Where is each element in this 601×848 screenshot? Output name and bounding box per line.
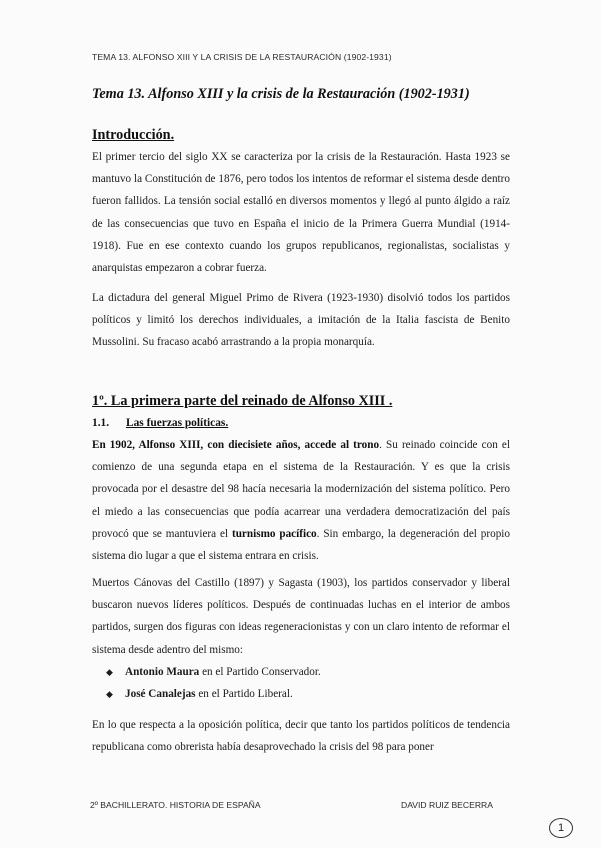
document-title: Tema 13. Alfonso XIII y la crisis de la Restauración (1902-1931) [92, 86, 470, 102]
subsection-number: 1.1. [92, 417, 110, 429]
page-number: 1 [549, 818, 573, 838]
running-header: TEMA 13. ALFONSO XIII Y LA CRISIS DE LA RESTAURACIÓN (1902-1931) [92, 52, 392, 62]
section-1-paragraph-1 [92, 434, 510, 567]
diamond-bullet-icon: ◆ [106, 667, 113, 677]
subsection-heading [92, 417, 228, 429]
leader-name: Antonio Maura [125, 666, 200, 678]
accession-highlight: En 1902, Alfonso XIII, con diecisiete años, accede al trono [92, 439, 380, 451]
list-item [106, 661, 321, 683]
turnismo-highlight: turnismo pacífico [231, 527, 317, 540]
subsection-title: Las fuerzas políticas. [126, 417, 229, 429]
footer-course: 2º BACHILLERATO. HISTORIA DE ESPAÑA [90, 800, 261, 810]
leader-party: en el Partido Liberal. [195, 688, 293, 701]
intro-paragraph-2: La dictadura del general Miguel Primo de Rivera (1923-1930) disolvió todos los partidos políticos y limitó los derechos individuales, a imitación de la Italia fascista de Benito Mussolini. Su fracaso acabó arrastrando a la propia monarquía. [92, 292, 510, 349]
intro-paragraph-1: El primer tercio del siglo XX se caracteriza por la crisis de la Restauración. Hasta 1923 se mantuvo la Constitución de 1876, pero todos los intentos de reformar el sistema desde dentro fueron fallidos. La tensión social estalló en diversos momentos y llegó al punto álgido a raíz de las consecuencias que tuvo en España el inicio de la Primera Guerra Mundial (1914-1918). Fue en ese contexto cuando los grupos republicanos, regionalistas, socialistas y anarquistas empezaron a cobrar fuerza. [92, 151, 510, 275]
list-item [106, 683, 321, 705]
leader-party: en el Partido Conservador. [199, 666, 321, 678]
section-1-paragraph-2: Muertos Cánovas del Castillo (1897) y Sagasta (1903), los partidos conservador y liberal buscaron nuevos líderes políticos. Después de continuadas luchas en el interior de ambos partidos, surgen dos figuras con ideas regeneracionistas y con un claro intento de reformar el sistema desde adentro del mismo: [92, 577, 510, 656]
footer-author: DAVID RUIZ BECERRA [401, 800, 493, 810]
leaders-list [106, 661, 321, 705]
section-1-paragraph-3: En lo que respecta a la oposición política, decir que tanto los partidos políticos de tendencia republicana como obrerista había desaprovechado la crisis del 98 para poner [92, 719, 510, 754]
leader-name: José Canalejas [125, 688, 196, 701]
section-1-heading: 1º. La primera parte del reinado de Alfonso XIII . [92, 393, 393, 409]
paragraph-text: . Su reinado coincide con el comienzo de una segunda etapa en el sistema de la Restauración. Y es que la crisis provocada por el desastre del 98 hacía necesaria la modernización del sistema político. Pero el miedo a las consecuencias que podía acarrear una verdadera democratización del país provocó que se mantuviera el [92, 439, 510, 540]
intro-heading: Introducción. [92, 127, 175, 143]
paragraph-text-end: . Sin embargo, la degeneración del propio sistema dio lugar a que el sistema entrara en crisis. [92, 527, 511, 563]
diamond-bullet-icon: ◆ [106, 689, 113, 700]
